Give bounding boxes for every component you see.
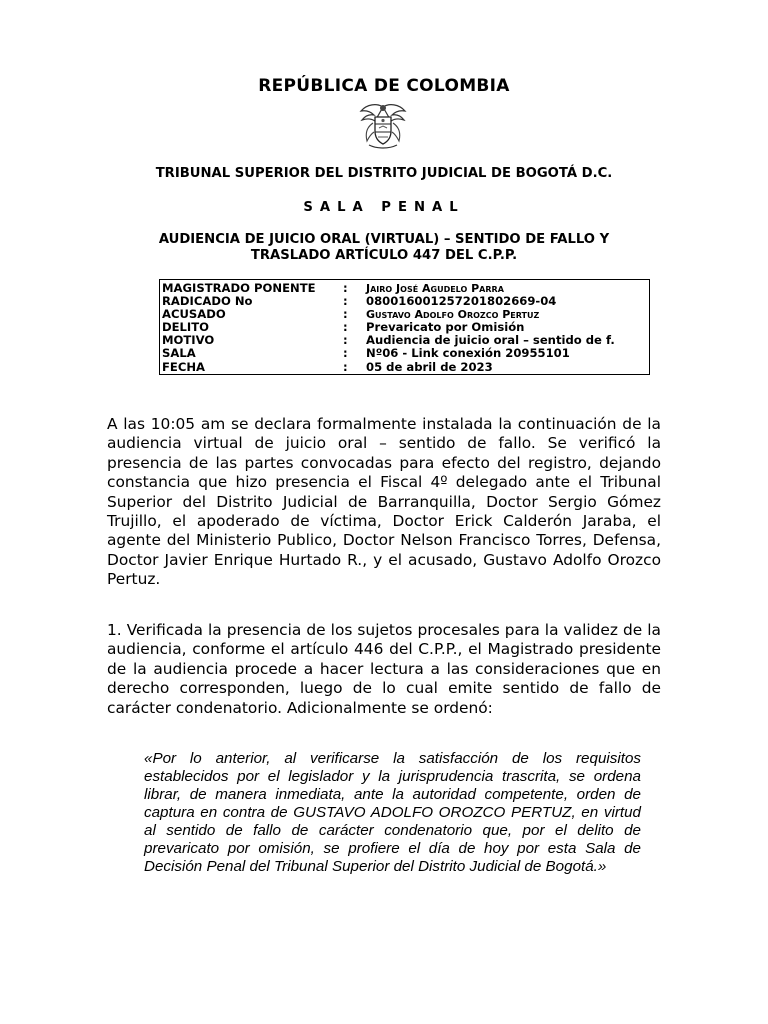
case-info-value: Nº06 - Link conexión 20955101 xyxy=(366,346,570,361)
case-info-label: ACUSADO xyxy=(162,307,226,322)
case-info-separator: : xyxy=(343,281,348,295)
case-info-separator: : xyxy=(343,307,348,322)
case-info-label: MAGISTRADO PONENTE xyxy=(162,281,316,295)
case-info-label: MOTIVO xyxy=(162,333,215,348)
case-info-separator: : xyxy=(343,333,348,348)
case-info-label: SALA xyxy=(162,346,196,361)
case-info-value: 05 de abril de 2023 xyxy=(366,359,493,374)
case-info-separator: : xyxy=(343,346,348,361)
body-paragraph-1: A las 10:05 am se declara formalmente instalada la continuación de la audiencia virtual de juicio oral – sentido de fallo. Se verificó la presencia de las partes convocadas para efecto del registro, dejando constancia que hizo presencia el Fiscal 4º delegado ante el Tribunal Superior del Distrito Judicial de Barranquilla, Doctor Sergio Gómez Trujillo, el apoderado de víctima, Doctor Erick Calderón Jaraba, el agente del Ministerio Publico, Doctor Nelson Francisco Torres, Defensa, Doctor Javier Enrique Hurtado R., y el acusado, Gustavo Adolfo Orozco Pertuz. xyxy=(107,415,661,589)
case-info-value: Audiencia de juicio oral – sentido de f. xyxy=(366,333,615,348)
case-info-label: FECHA xyxy=(162,359,206,374)
case-info-row-sala xyxy=(160,347,649,360)
case-info-value: 08001600125720180266​9-04 xyxy=(366,294,557,309)
case-info-separator: : xyxy=(343,359,348,374)
body-paragraph-2: 1. Verificada la presencia de los sujetos procesales para la validez de la audiencia, conforme el artículo 446 del C.P.P., el Magistrado presidente de la audiencia procede a hacer lectura a las consideraciones que en derecho corresponden, luego de lo cual emite sentido de fallo de carácter condenatorio. Adicionalmente se ordenó: xyxy=(107,621,661,717)
hearing-title-line2: TRASLADO ARTÍCULO 447 DEL C.P.P. xyxy=(250,248,518,263)
quoted-order: «Por lo anterior, al verificarse la satisfacción de los requisitos establecidos por el legislador y la jurisprudencia trascrita, se ordena librar, de manera inmediata, ante la autoridad competente, orden de captura en contra de GUSTAVO ADOLFO OROZCO PERTUZ, en virtud al sentido de fallo de carácter condenatorio que, por el delito de prevaricato por omisión, se profiere el día de hoy por esta Sala de Decisión Penal del Tribunal Superior del Distrito Judicial de Bogotá.» xyxy=(144,750,641,875)
coat-of-arms-icon xyxy=(357,101,409,151)
case-info-value: Jairo José Agudelo Parra xyxy=(366,282,504,295)
case-info-label: RADICADO No xyxy=(162,294,253,309)
hearing-title-line1: AUDIENCIA DE JUICIO ORAL (VIRTUAL) – SENTIDO DE FALLO Y xyxy=(158,232,610,247)
case-info-label: DELITO xyxy=(162,320,210,335)
case-info-separator: : xyxy=(343,320,348,335)
chamber-name: SALA PENAL xyxy=(303,200,465,215)
hearing-title xyxy=(100,232,668,264)
country-title: REPÚBLICA DE COLOMBIA xyxy=(258,76,510,96)
case-info-table xyxy=(159,279,650,375)
case-info-row-fecha xyxy=(160,361,649,374)
case-info-separator: : xyxy=(343,294,348,309)
court-name: TRIBUNAL SUPERIOR DEL DISTRITO JUDICIAL DE BOGOTÁ D.C. xyxy=(155,166,613,181)
case-info-value: Gustavo Adolfo Orozco Pertuz xyxy=(366,308,540,322)
case-info-row-radicado xyxy=(160,295,649,308)
case-info-value: Prevaricato por Omisión xyxy=(366,320,525,335)
